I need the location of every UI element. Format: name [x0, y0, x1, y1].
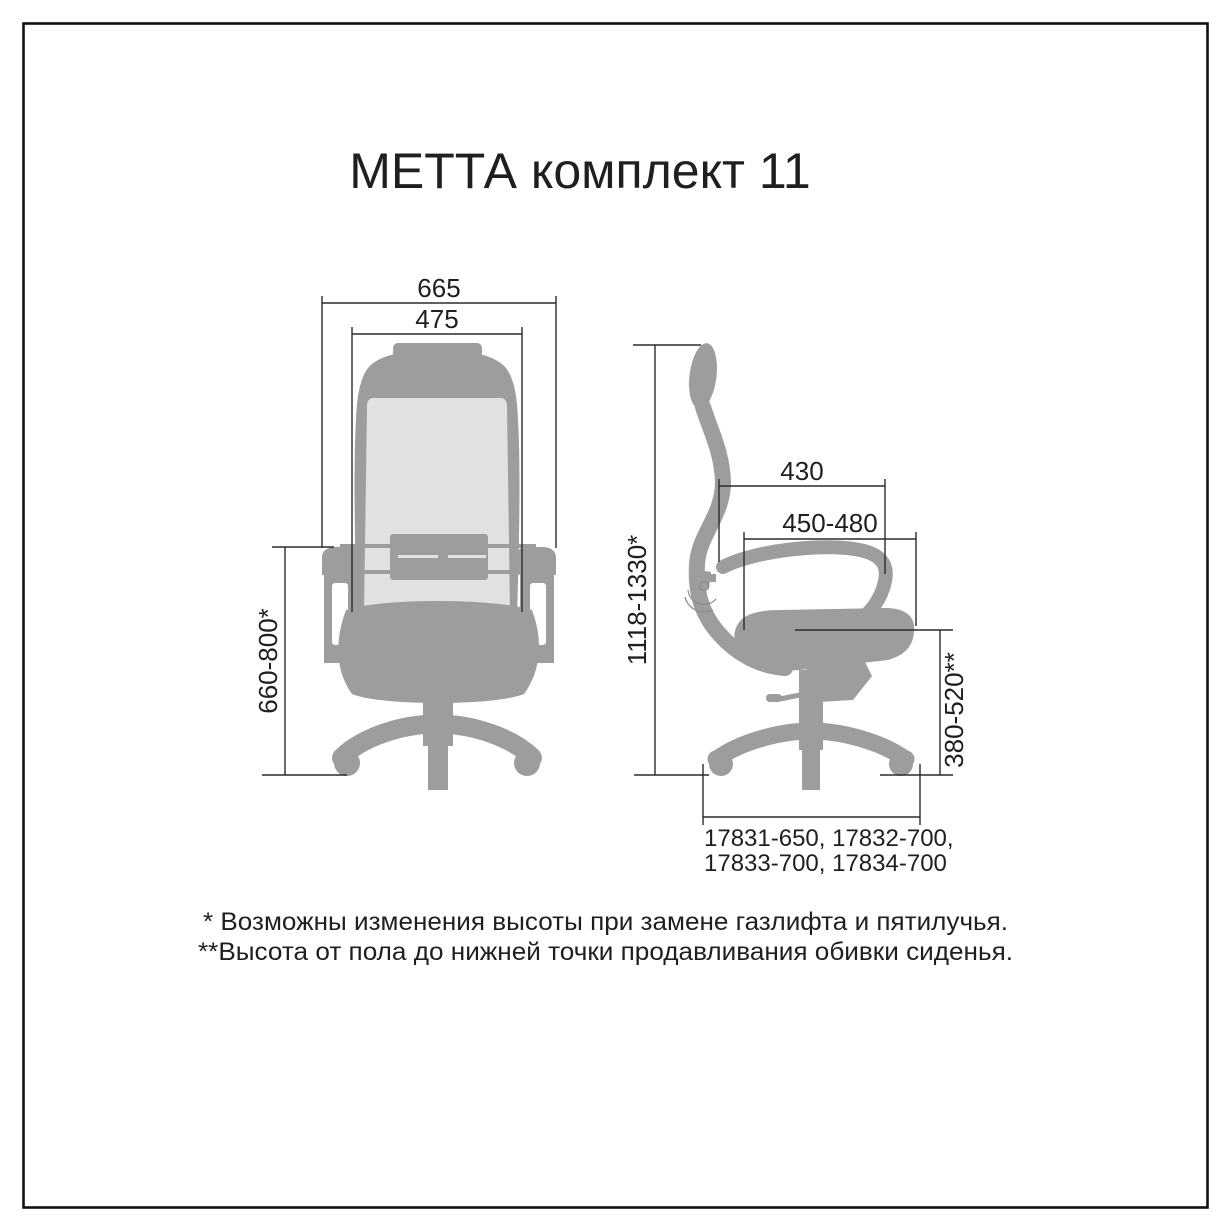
front-right-caster-wheel: [514, 750, 540, 776]
front-left-armrest-pad: [322, 547, 361, 575]
dim-label-660-800: 660-800*: [253, 608, 283, 714]
side-gaslift-lever-tip: [766, 694, 782, 702]
front-seat: [338, 601, 539, 703]
footnotes: [198, 908, 1013, 966]
dim-label-665: 665: [417, 273, 461, 303]
side-seat: [734, 608, 914, 670]
front-left-caster-wheel: [334, 750, 360, 776]
side-rear-caster-wheel: [709, 752, 733, 776]
side-view-chair: [685, 342, 915, 790]
front-lumbar-slot-right: [448, 555, 486, 558]
side-center-leg: [802, 750, 820, 790]
page-border-frame: [24, 24, 1208, 1208]
base-models-label-line1: 17831-650, 17832-700,: [704, 825, 954, 852]
footnote-line2: **Высота от пола до нижней точки продавливания обивки сиденья.: [198, 938, 1013, 966]
side-front-caster-wheel: [889, 752, 913, 776]
front-lumbar-slot-left: [398, 555, 438, 558]
diagram-title: МЕТТА комплект 11: [349, 143, 811, 199]
dim-label-475: 475: [415, 304, 459, 334]
front-view-chair: [322, 343, 556, 790]
dim-label-1118-1330: 1118-1330*: [622, 534, 652, 666]
front-gaslift-lever-tip: [360, 666, 376, 674]
side-base-front-leg: [811, 731, 905, 759]
side-lumbar-knob-stem: [706, 574, 716, 582]
dim-label-430: 430: [780, 456, 824, 486]
dim-label-450-480: 450-480: [782, 508, 878, 538]
dimension-base-models: [703, 764, 954, 877]
side-base-rear-leg: [717, 731, 811, 759]
dim-label-380-520: 380-520**: [939, 652, 969, 768]
front-center-leg: [428, 746, 448, 790]
front-base-left-leg: [342, 724, 437, 757]
footnote-line1: * Возможны изменения высоты при замене газлифта и пятилучья.: [203, 908, 1008, 936]
base-models-label-line2: 17833-700, 17834-700: [704, 850, 947, 877]
